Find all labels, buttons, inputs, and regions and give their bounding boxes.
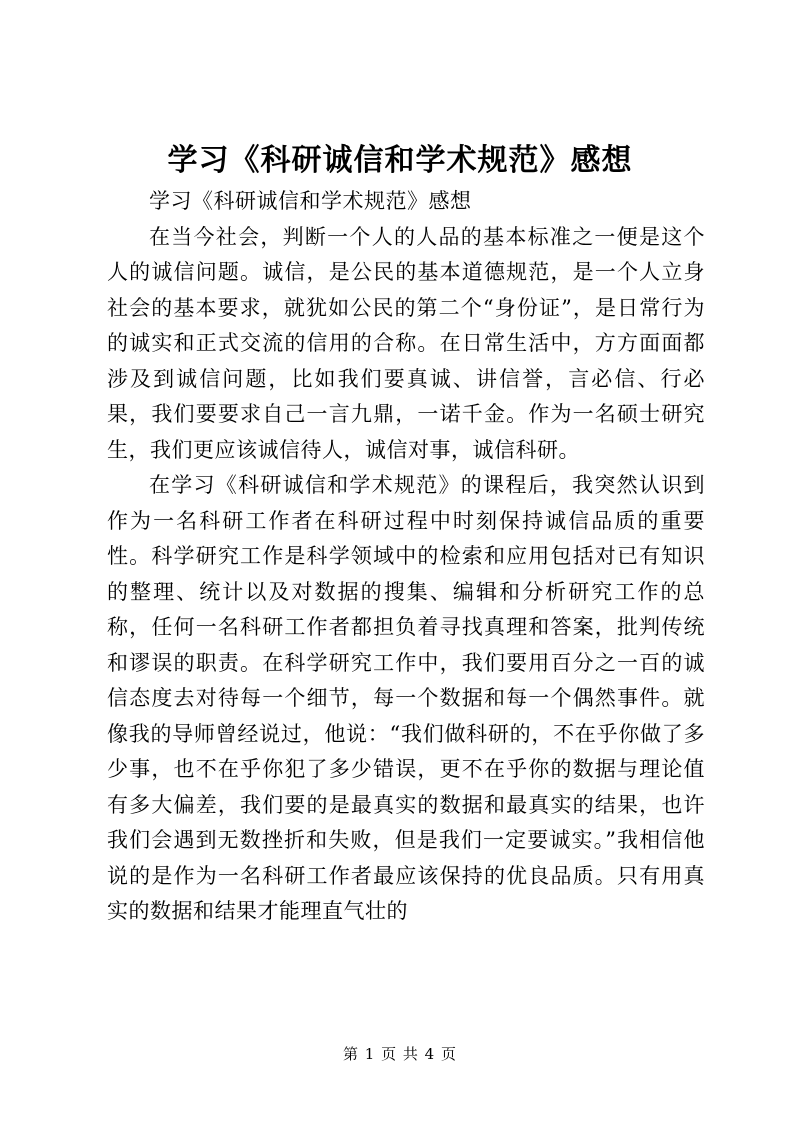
page-title: 学习《科研诚信和学术规范》感想 bbox=[167, 143, 633, 178]
paragraph-research-integrity: 在学习《科研诚信和学术规范》的课程后，我突然认识到作为一名科研工作者在科研过程中时刻保持诚信品质的重要性。科学研究工作是科学领域中的检索和应用包括对已有知识的整理、统计以及对数据的搜集、编辑和分析研究工作的总称，任何一名科研工作者都担负着寻找真理和答案，批判传统和谬误的职责。在科学研究工作中，我们要用百分之一百的诚信态度去对待每一个细节，每一个数据和每一个偶然事件。就像我的导师曾经说过，他说：“我们做科研的，不在乎你做了多少事，也不在乎你犯了多少错误，更不在乎你的数据与理论值有多大偏差，我们要的是最真实的数据和最真实的结果，也许我们会遇到无数挫折和失败，但是我们一定要诚实。”我相信他说的是作为一名科研工作者最应该保持的优良品质。只有用真实的数据和结果才能理直气壮的 bbox=[107, 473, 705, 923]
document-body bbox=[107, 184, 705, 930]
page-footer: 第 1 页 共 4 页 bbox=[343, 1045, 457, 1063]
paragraph-subtitle: 学习《科研诚信和学术规范》感想 bbox=[149, 189, 472, 213]
paragraph-integrity-society: 在当今社会，判断一个人的人品的基本标准之一便是这个人的诚信问题。诚信，是公民的基本道德规范，是一个人立身社会的基本要求，就犹如公民的第二个“身份证”，是日常行为的诚实和正式交流的信用的合称。在日常生活中，方方面面都涉及到诚信问题，比如我们要真诚、讲信誉，言必信、行必果，我们要要求自己一言九鼎，一诺千金。作为一名硕士研究生，我们更应该诚信待人，诚信对事，诚信科研。 bbox=[107, 224, 705, 462]
